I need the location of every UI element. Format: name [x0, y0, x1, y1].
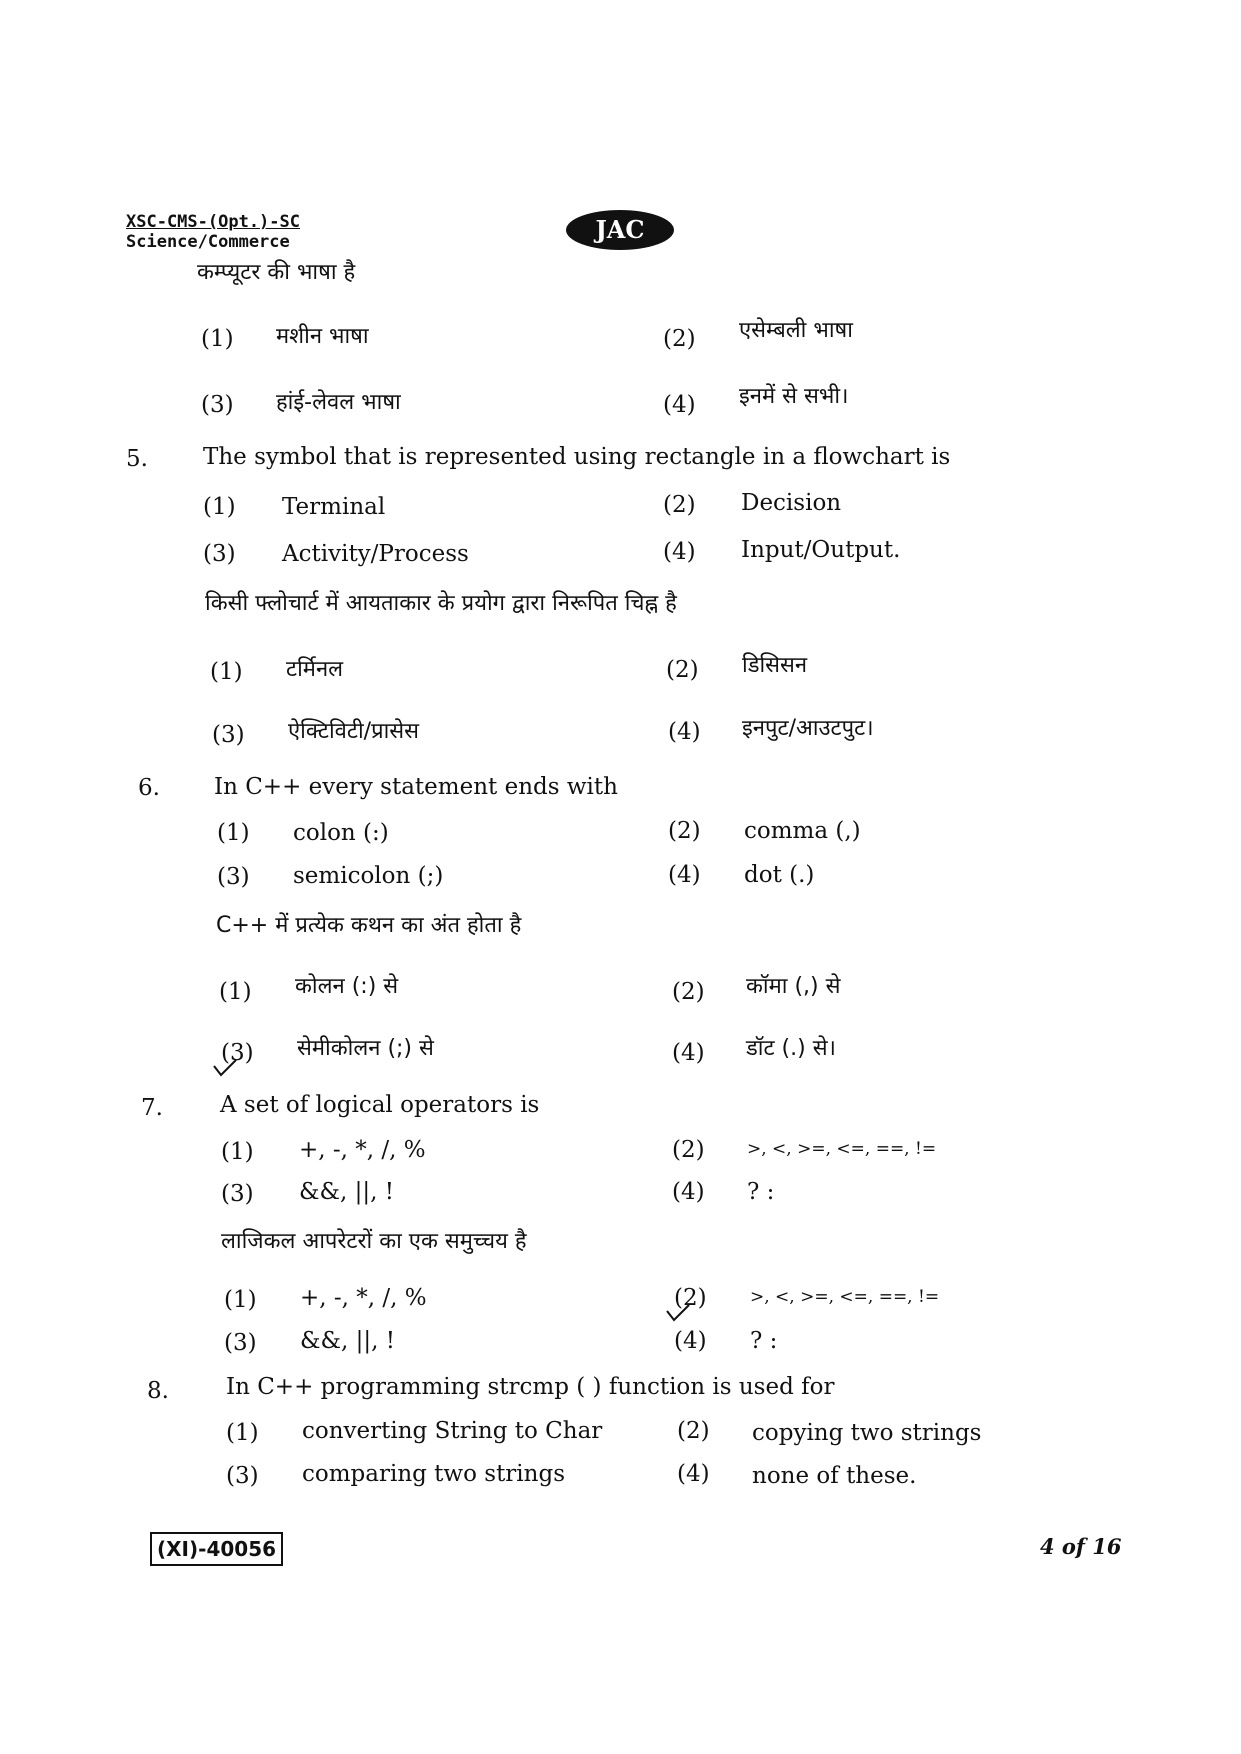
option-label: (2)	[666, 657, 699, 683]
option-label: (4)	[674, 1328, 707, 1354]
paper-code	[126, 212, 300, 252]
option-label: (4)	[668, 719, 701, 745]
option-text: converting String to Char	[302, 1418, 603, 1444]
option-text: +, -, *, /, %	[299, 1137, 426, 1163]
option-label: (2)	[677, 1418, 710, 1444]
checkmark-icon	[212, 1058, 238, 1078]
option-label: (1)	[219, 979, 252, 1005]
option-text: टर्मिनल	[286, 657, 344, 682]
option-label: (1)	[210, 659, 243, 685]
option-label: (3)	[212, 722, 245, 748]
option-label: (2)	[674, 1285, 707, 1311]
option-text: कॉमा (,) से	[746, 974, 841, 999]
option-text: none of these.	[752, 1463, 917, 1489]
option-text: Input/Output.	[741, 537, 901, 563]
stream: Science/Commerce	[126, 232, 290, 252]
option-text: हांई-लेवल भाषा	[276, 390, 401, 415]
option-text: इनपुट/आउटपुट।	[742, 716, 874, 741]
question-stem: In C++ programming strcmp ( ) function is used for	[226, 1374, 835, 1400]
option-text: copying two strings	[752, 1420, 982, 1446]
question-stem-hindi: लाजिकल आपरेटरों का एक समुच्चय है	[221, 1229, 527, 1254]
option-label: (1)	[224, 1287, 257, 1313]
option-label: (3)	[203, 541, 236, 567]
option-label: (1)	[203, 494, 236, 520]
option-label: (2)	[663, 492, 696, 518]
option-text: &&, ||, !	[300, 1328, 395, 1354]
option-text: एसेम्बली भाषा	[739, 318, 853, 343]
option-text: Terminal	[282, 494, 386, 520]
option-label: (3)	[226, 1463, 259, 1489]
option-label: (2)	[672, 1137, 705, 1163]
option-text: मशीन भाषा	[276, 324, 369, 349]
option-label: (3)	[217, 864, 250, 890]
option-label: (4)	[672, 1040, 705, 1066]
question-number: 6.	[138, 775, 160, 801]
option-label: (4)	[672, 1179, 705, 1205]
option-label: (1)	[201, 326, 234, 352]
option-text: डिसिसन	[742, 653, 808, 678]
question-stem-hindi: C++ में प्रत्येक कथन का अंत होता है	[216, 913, 522, 938]
option-text: Decision	[741, 490, 842, 516]
option-text: comma (,)	[744, 818, 861, 844]
question-number: 7.	[141, 1095, 163, 1121]
option-label: (4)	[663, 539, 696, 565]
question-number: 8.	[147, 1378, 169, 1404]
option-label: (2)	[663, 326, 696, 352]
question-stem: In C++ every statement ends with	[214, 774, 618, 800]
page-number: 4 of 16	[1040, 1534, 1122, 1559]
question-stem-hindi: कम्प्यूटर की भाषा है	[197, 260, 356, 285]
option-text: ? :	[747, 1179, 775, 1205]
option-text: सेमीकोलन (;) से	[297, 1036, 434, 1061]
option-label: (1)	[226, 1420, 259, 1446]
question-stem-hindi: किसी फ्लोचार्ट में आयताकार के प्रयोग द्वारा निरूपित चिह्न है	[205, 591, 677, 616]
option-label: (3)	[221, 1181, 254, 1207]
question-number: 5.	[126, 446, 148, 472]
option-label: (3)	[201, 392, 234, 418]
option-text: >, <, >=, <=, ==, !=	[750, 1287, 940, 1307]
jac-logo: JAC	[566, 210, 674, 250]
option-text: इनमें से सभी।	[739, 384, 849, 409]
option-text: कोलन (:) से	[295, 974, 399, 999]
option-label: (3)	[221, 1040, 254, 1066]
question-stem: The symbol that is represented using rectangle in a flowchart is	[203, 444, 951, 470]
option-text: semicolon (;)	[293, 863, 444, 889]
paper-code-id: XSC-CMS-(Opt.)-SC	[126, 212, 300, 232]
option-label: (2)	[668, 818, 701, 844]
option-text: +, -, *, /, %	[300, 1285, 427, 1311]
option-text: ? :	[750, 1328, 778, 1354]
option-label: (1)	[221, 1139, 254, 1165]
option-label: (4)	[663, 392, 696, 418]
booklet-code: (XI)-40056	[150, 1532, 283, 1566]
option-label: (3)	[224, 1330, 257, 1356]
option-label: (1)	[217, 820, 250, 846]
option-text: ऐक्टिविटी/प्रासेस	[288, 719, 420, 744]
option-label: (4)	[668, 862, 701, 888]
question-stem: A set of logical operators is	[220, 1092, 540, 1118]
checkmark-icon	[665, 1303, 691, 1323]
option-text: dot (.)	[744, 862, 815, 888]
option-label: (2)	[672, 979, 705, 1005]
option-text: >, <, >=, <=, ==, !=	[747, 1139, 937, 1159]
option-text: Activity/Process	[282, 541, 469, 567]
option-label: (4)	[677, 1461, 710, 1487]
option-text: comparing two strings	[302, 1461, 565, 1487]
option-text: colon (:)	[293, 820, 389, 846]
option-text: &&, ||, !	[299, 1179, 394, 1205]
option-text: डॉट (.) से।	[746, 1036, 836, 1061]
